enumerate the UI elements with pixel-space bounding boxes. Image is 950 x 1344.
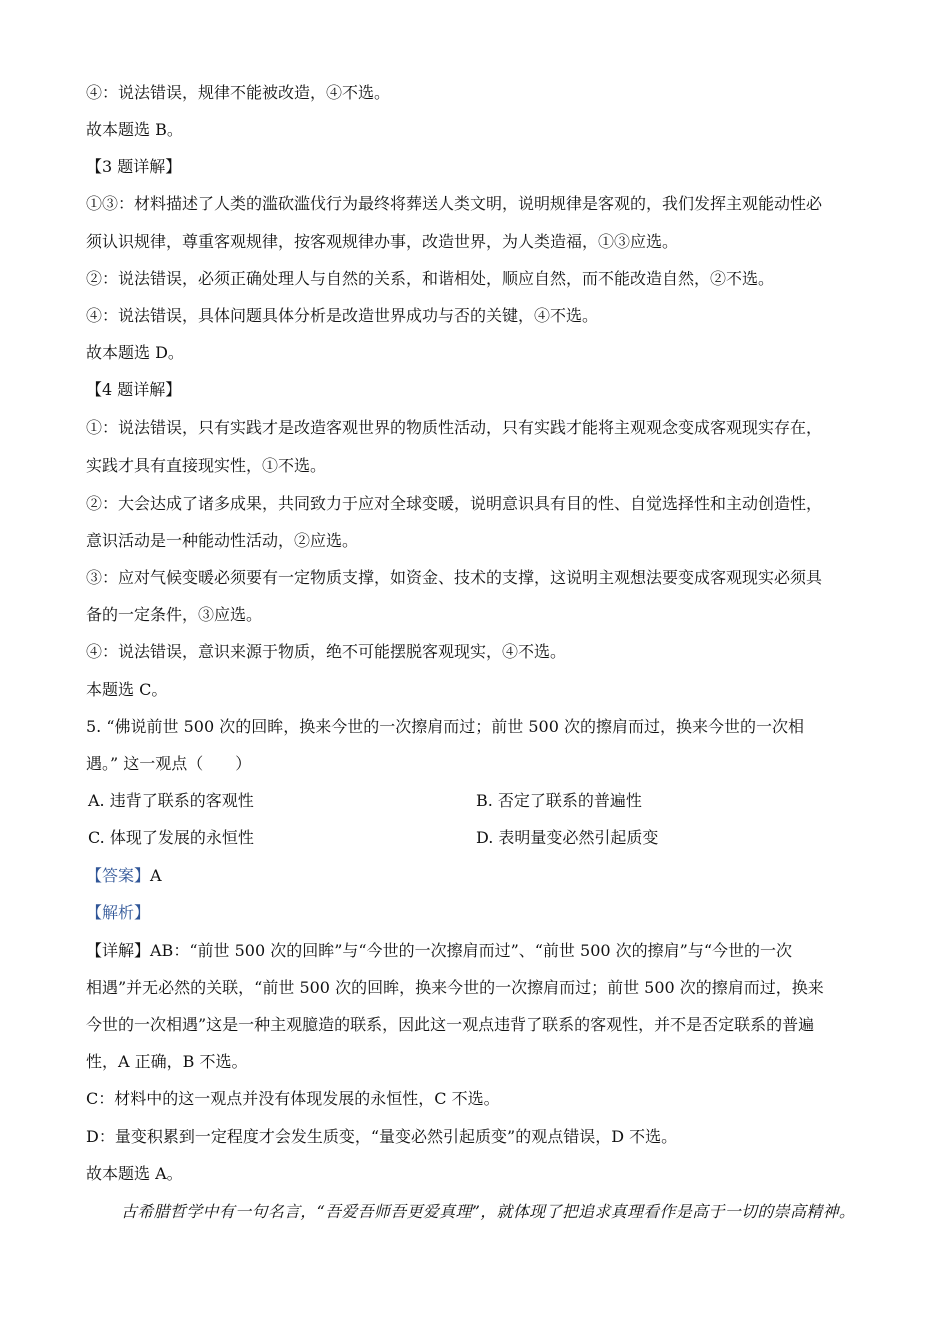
section-heading: 【4 题详解】 bbox=[86, 380, 182, 399]
text-line: ①：说法错误，只有实践才是改造客观世界的物质性活动，只有实践才能将主观观念变成客观现实存在， bbox=[86, 418, 823, 437]
option-d: D. 表明量变必然引起质变 bbox=[476, 828, 659, 847]
option-a: A. 违背了联系的客观性 bbox=[88, 791, 254, 810]
option-c: C. 体现了发展的永恒性 bbox=[88, 828, 254, 847]
detail-line: 故本题选 A。 bbox=[86, 1164, 183, 1183]
text-line: ④：说法错误，具体问题具体分析是改造世界成功与否的关键，④不选。 bbox=[86, 306, 599, 325]
answer-value: A bbox=[150, 866, 162, 885]
question-stem: 遇。” 这一观点（ ） bbox=[86, 754, 252, 773]
text-line: 本题选 C。 bbox=[86, 680, 168, 699]
detail-line: C：材料中的这一观点并没有体现发展的永恒性，C 不选。 bbox=[86, 1089, 500, 1108]
detail-line: 性，A 正确，B 不选。 bbox=[86, 1052, 248, 1071]
detail-line: D：量变积累到一定程度才会发生质变，“量变必然引起质变”的观点错误，D 不选。 bbox=[86, 1127, 678, 1146]
section-heading: 【3 题详解】 bbox=[86, 157, 182, 176]
text-line: ②：说法错误，必须正确处理人与自然的关系，和谐相处，顺应自然，而不能改造自然，②不选。 bbox=[86, 269, 775, 288]
text-line: ④：说法错误，意识来源于物质，绝不可能摆脱客观现实，④不选。 bbox=[86, 642, 567, 661]
answer-label: 【答案】 bbox=[86, 866, 151, 885]
text-line: 备的一定条件，③应选。 bbox=[86, 605, 263, 624]
text-line: 故本题选 B。 bbox=[86, 120, 183, 139]
option-b: B. 否定了联系的普遍性 bbox=[476, 791, 642, 810]
question-stem: 5. “佛说前世 500 次的回眸，换来今世的一次擦肩而过；前世 500 次的擦肩而过，换来今世的一次相 bbox=[86, 717, 804, 736]
analysis-label: 【解析】 bbox=[86, 903, 151, 922]
next-passage: 古希腊哲学中有一句名言，“吾爱吾师吾更爱真理”，就体现了把追求真理看作是高于一切的崇高精神。 bbox=[121, 1202, 856, 1221]
text-line: ④：说法错误，规律不能被改造，④不选。 bbox=[86, 83, 391, 102]
text-line: ②：大会达成了诸多成果，共同致力于应对全球变暖，说明意识具有目的性、自觉选择性和主动创造性， bbox=[86, 494, 823, 513]
detail-line: 今世的一次相遇”这是一种主观臆造的联系，因此这一观点违背了联系的客观性，并不是否定联系的普遍 bbox=[86, 1015, 815, 1034]
text-line: 故本题选 D。 bbox=[86, 343, 184, 362]
text-line: 意识活动是一种能动性活动，②应选。 bbox=[86, 531, 359, 550]
answer-line bbox=[86, 866, 162, 886]
text-line: 须认识规律，尊重客观规律，按客观规律办事，改造世界，为人类造福，①③应选。 bbox=[86, 232, 679, 251]
detail-line: 相遇”并无必然的关联，“前世 500 次的回眸，换来今世的一次擦肩而过；前世 500 次的擦肩而过，换来 bbox=[86, 978, 824, 997]
text-line: ①③：材料描述了人类的滥砍滥伐行为最终将葬送人类文明，说明规律是客观的，我们发挥主观能动性必 bbox=[86, 194, 823, 213]
text-line: 实践才具有直接现实性，①不选。 bbox=[86, 456, 327, 475]
detail-line: 【详解】AB：“前世 500 次的回眸”与“今世的一次擦肩而过”、“前世 500 次的擦肩”与“今世的一次 bbox=[86, 941, 792, 960]
text-line: ③：应对气候变暖必须要有一定物质支撑，如资金、技术的支撑，这说明主观想法要变成客观现实必须具 bbox=[86, 568, 823, 587]
